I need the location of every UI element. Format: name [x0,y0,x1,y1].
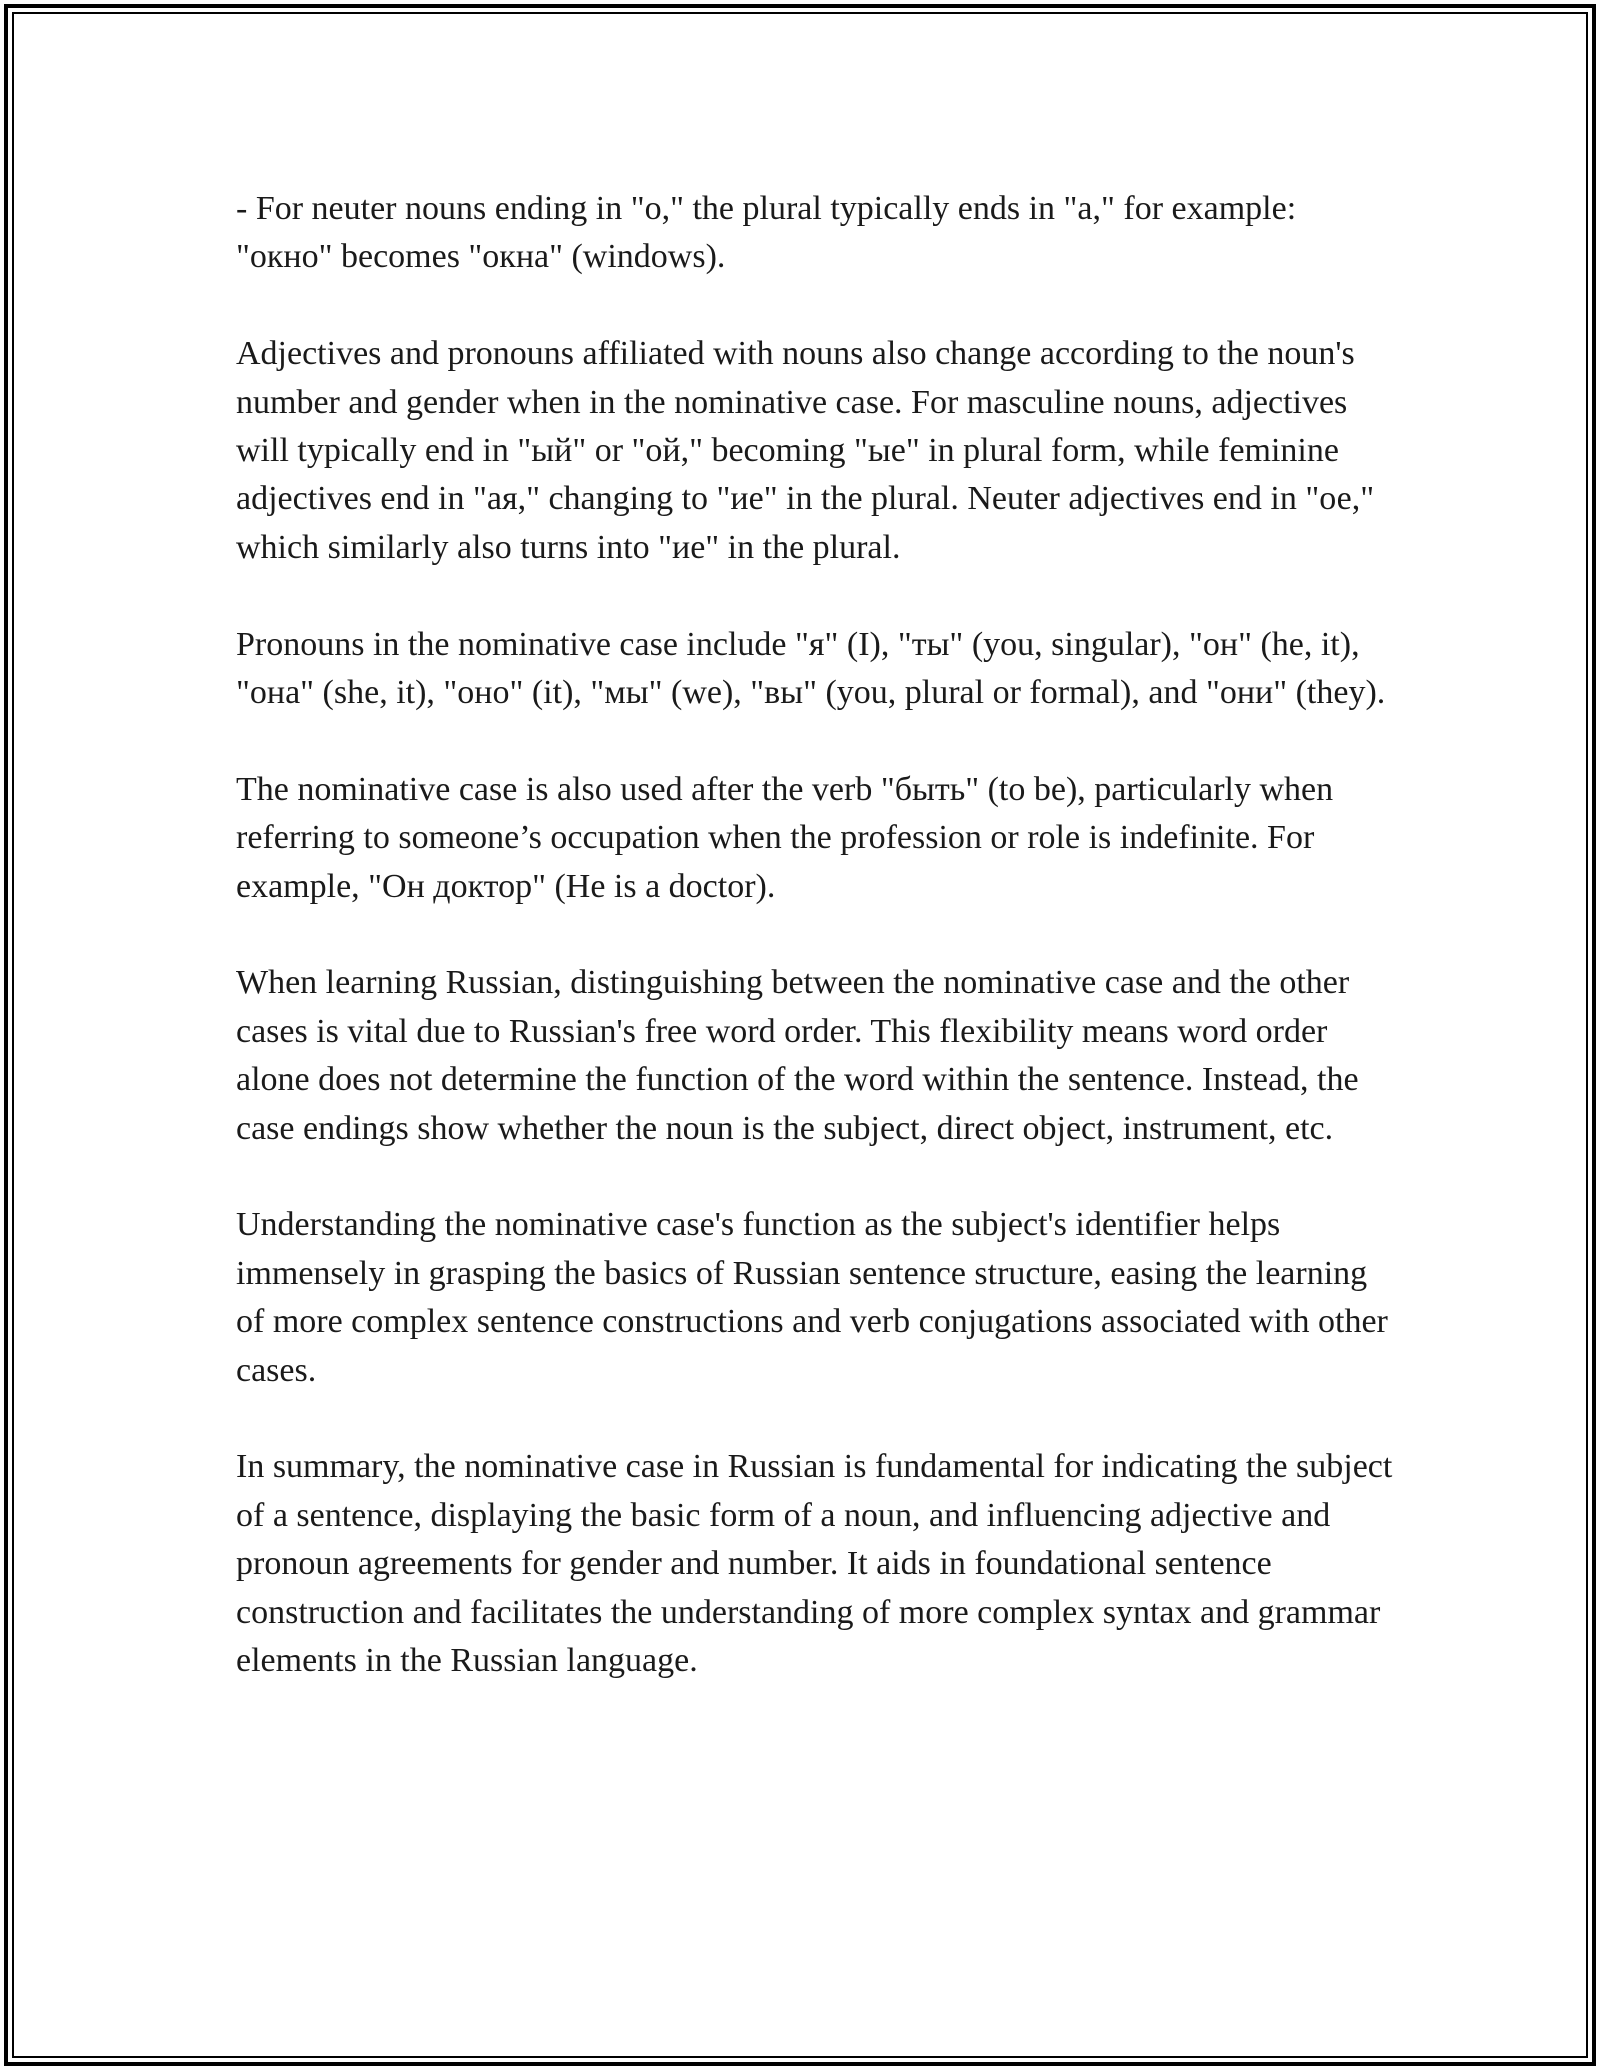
paragraph-adjectives: Adjectives and pronouns affiliated with nouns also change according to the noun's number and gender when in the nominative case. For masculine nouns, adjectives will typically end in "ый" or "ой," becoming "ые" in plural form, while feminine adjectives end in "ая," changing to "ие" in the plural. Neuter adjectives end in "ое," which similarly also turns into "ие" in the plural. [236,335,1375,566]
paragraph-pronouns: Pronouns in the nominative case include "я" (I), "ты" (you, singular), "он" (he, it), "она" (she, it), "оно" (it), "мы" (we), "вы" (you, plural or formal), and "они" (they). [236,625,1386,712]
paragraph-neuter-plural: - For neuter nouns ending in "о," the plural typically ends in "а," for example: "окно" becomes "окна" (windows). [236,190,1297,276]
paragraph-word-order: When learning Russian, distinguishing between the nominative case and the other cases is vital due to Russian's free word order. This flexibility means word order alone does not determine the function of the word within the sentence. Instead, the case endings show whether the noun is the subject, direct object, instrument, etc. [236,964,1359,1147]
paragraph-verb-byt: The nominative case is also used after the verb "быть" (to be), particularly when referring to someone’s occupation when the profession or role is indefinite. For example, "Он доктор" (He is a doctor). [236,770,1334,905]
paragraph-understanding: Understanding the nominative case's function as the subject's identifier helps immensely in grasping the basics of Russian sentence structure, easing the learning of more complex sentence constructions and verb conjugations associated with other cases. [236,1206,1388,1389]
document-body [236,185,1396,1734]
paragraph-summary: In summary, the nominative case in Russian is fundamental for indicating the subject of a sentence, displaying the basic form of a noun, and influencing adjective and pronoun agreements for gender and number. It aids in foundational sentence construction and facilitates the understanding of more complex syntax and grammar elements in the Russian language. [236,1448,1393,1680]
